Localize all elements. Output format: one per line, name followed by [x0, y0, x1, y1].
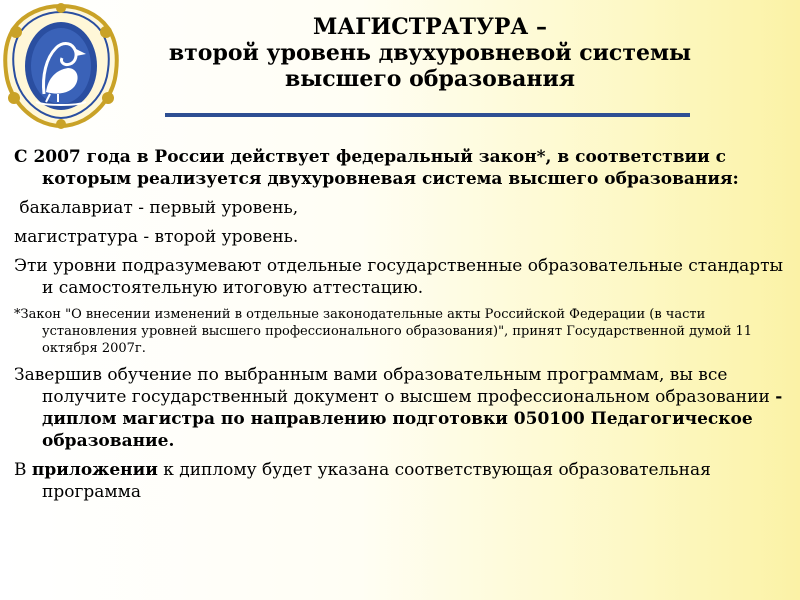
- law-footnote: *Закон "О внесении изменений в отдельные законодательные акты Российской Федерации (в части установления уровней высшего профессионального образования)", принят Государственной думой 11 октября 2007г.: [14, 307, 753, 356]
- diploma-text: Завершив обучение по выбранным вами образовательным программам, вы все получите государственный документ о высшем профессиональном образовании: [14, 365, 776, 407]
- standards-paragraph: Эти уровни подразумевают отдельные государственные образовательные стандарты и самостоятельную итоговую аттестацию.: [14, 256, 784, 298]
- appendix-start: В: [14, 460, 32, 480]
- appendix-paragraph: [14, 459, 792, 503]
- bachelor-level: бакалавриат - первый уровень,: [14, 198, 299, 218]
- appendix-bold-word: приложении: [31, 460, 158, 480]
- diploma-paragraph: [14, 364, 792, 452]
- diploma-bold-text: - диплом магистра по направлению подготовки 050100 Педагогическое образование.: [42, 387, 783, 451]
- law-paragraph: С 2007 года в России действует федеральный закон*, в соответствии с которым реализуется двухуровневая система высшего образования:: [14, 147, 739, 189]
- title-line-2: второй уровень двухуровневой системы: [168, 40, 692, 66]
- title-line-1: МАГИСТРАТУРА –: [313, 14, 547, 40]
- slide-body: [14, 146, 792, 510]
- appendix-end: к диплому будет указана соответствующая образовательная программа: [42, 460, 711, 502]
- title-line-3: высшего образования: [284, 66, 576, 92]
- title-underline: [165, 113, 690, 117]
- slide-title: [130, 14, 730, 92]
- university-emblem-icon: [2, 2, 120, 130]
- master-level: магистратура - второй уровень.: [14, 227, 299, 247]
